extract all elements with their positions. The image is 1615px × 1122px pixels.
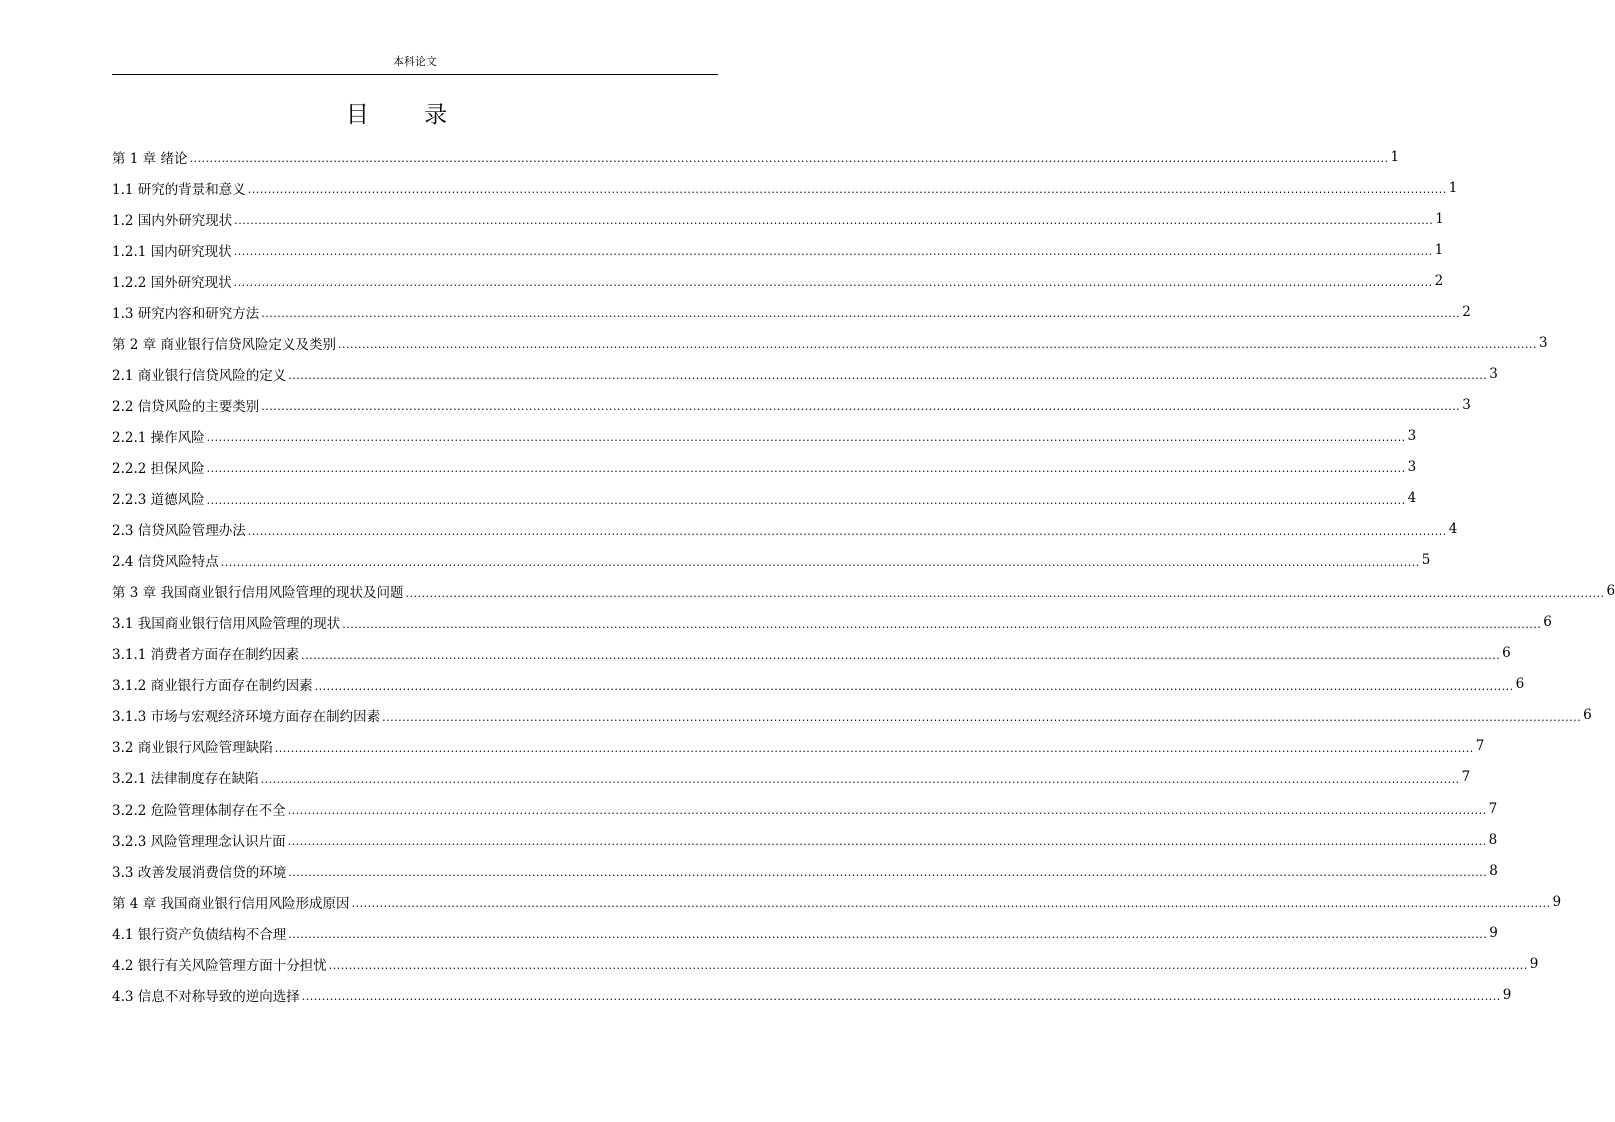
toc-entry[interactable] [112,669,1525,700]
toc-entry[interactable] [112,638,1511,669]
toc-entry-page: 6 [1583,707,1592,724]
toc-entry[interactable] [112,824,1498,855]
toc-entry[interactable] [112,948,1539,979]
toc-entry-label: 2.2 信贷风险的主要类别 [112,398,260,415]
toc-dot-leader: ............................................................................................................................................................................................................................................................................................................ [382,710,1582,724]
toc-entry-page: 6 [1515,676,1525,693]
toc-entry[interactable] [112,607,1552,638]
toc-entry-label: 第 4 章 我国商业银行信用风险形成原因 [112,895,350,912]
toc-entry-label: 2.2.2 担保风险 [112,460,205,477]
toc-entry-label: 3.1.2 商业银行方面存在制约因素 [112,678,313,695]
toc-entry-page: 9 [1529,955,1539,972]
toc-entry[interactable] [112,979,1512,1010]
toc-entry[interactable] [112,545,1431,576]
toc-dot-leader: ............................................................................................................................................................................................................................................................................................................ [260,772,1460,786]
toc-dot-leader: ............................................................................................................................................................................................................................................................................................................ [287,804,1487,817]
toc-entry-label: 3.1.3 市场与宏观经济环境方面存在制约因素 [112,709,381,726]
toc-entry-label: 2.2.1 操作风险 [112,429,205,446]
toc-entry-label: 2.2.3 道德风险 [112,492,205,509]
toc-entry[interactable] [112,203,1444,234]
toc-entry[interactable] [112,793,1498,824]
toc-entry-page: 2 [1434,272,1444,289]
toc-entry-label: 3.2 商业银行风险管理缺陷 [112,740,273,757]
toc-dot-leader: ............................................................................................................................................................................................................................................................................................................ [274,741,1474,755]
toc-dot-leader: ............................................................................................................................................................................................................................................................................................................ [247,524,1447,538]
toc-entry-page: 4 [1448,521,1458,538]
toc-entry[interactable] [112,700,1592,731]
toc-dot-leader: ............................................................................................................................................................................................................................................................................................................ [233,276,1433,290]
toc-entry-page: 9 [1502,986,1512,1003]
toc-dot-leader: ............................................................................................................................................................................................................................................................................................................ [301,990,1501,1004]
toc-entry-label: 2.4 信贷风险特点 [112,554,219,571]
toc-entry[interactable] [112,234,1444,265]
toc-entry[interactable] [112,451,1417,482]
table-of-contents [112,141,1615,1010]
toc-entry-page: 7 [1475,738,1485,755]
toc-dot-leader: ............................................................................................................................................................................................................................................................................................................ [261,307,1461,321]
toc-entry-page: 5 [1421,552,1431,569]
toc-entry-label: 4.2 银行有关风险管理方面十分担忧 [112,957,327,974]
toc-entry-page: 3 [1407,427,1417,444]
toc-entry-label: 3.2.1 法律制度存在缺陷 [112,771,259,788]
toc-entry-page: 1 [1434,241,1444,258]
toc-entry[interactable] [112,514,1458,545]
header-text: 本科论文 [393,55,437,68]
toc-entry-page: 9 [1489,924,1498,941]
toc-dot-leader: ............................................................................................................................................................................................................................................................................................................ [261,400,1461,414]
toc-entry[interactable] [112,762,1471,793]
toc-entry-label: 1.2 国内外研究现状 [112,212,233,229]
toc-dot-leader: ............................................................................................................................................................................................................................................................................................................ [206,493,1406,507]
toc-dot-leader: ............................................................................................................................................................................................................................................................................................................ [206,431,1406,445]
toc-entry[interactable] [112,389,1471,420]
toc-entry-page: 2 [1462,303,1471,320]
toc-dot-leader: ............................................................................................................................................................................................................................................................................................................ [342,617,1542,631]
toc-dot-leader: ............................................................................................................................................................................................................................................................................................................ [220,555,1420,569]
toc-entry[interactable] [112,141,1400,172]
toc-dot-leader: ............................................................................................................................................................................................................................................................................................................ [337,338,1537,352]
toc-entry[interactable] [112,483,1417,514]
toc-entry-page: 1 [1435,210,1444,227]
toc-entry-page: 4 [1407,490,1417,507]
toc-entry-label: 1.2.2 国外研究现状 [112,274,232,291]
toc-dot-leader: ............................................................................................................................................................................................................................................................................................................ [288,866,1488,880]
toc-entry-label: 3.2.2 危险管理体制存在不全 [112,802,286,819]
toc-entry-page: 7 [1488,800,1498,817]
toc-entry-label: 2.3 信贷风险管理办法 [112,523,246,540]
toc-dot-leader: ............................................................................................................................................................................................................................................................................................................ [328,959,1528,973]
toc-dot-leader: ............................................................................................................................................................................................................................................................................................................ [287,835,1487,849]
toc-entry[interactable] [112,576,1615,607]
toc-entry[interactable] [112,265,1444,296]
toc-entry-page: 8 [1488,831,1498,848]
toc-entry-page: 1 [1390,148,1400,165]
toc-entry-label: 4.3 信息不对称导致的逆向选择 [112,988,300,1005]
toc-dot-leader: ............................................................................................................................................................................................................................................................................................................ [189,152,1389,166]
toc-entry-label: 3.1 我国商业银行信用风险管理的现状 [112,616,341,633]
toc-entry-label: 3.2.3 风险管理理念认识片面 [112,833,286,850]
toc-entry-page: 7 [1461,769,1471,786]
toc-dot-leader: ............................................................................................................................................................................................................................................................................................................ [405,586,1605,600]
toc-entry-label: 4.1 银行资产负债结构不合理 [112,926,287,943]
toc-entry[interactable] [112,296,1471,327]
page-header [112,54,718,75]
toc-entry-label: 第 2 章 商业银行信贷风险定义及类别 [112,336,336,353]
toc-dot-leader: ............................................................................................................................................................................................................................................................................................................ [351,897,1551,911]
toc-entry-page: 6 [1606,583,1615,600]
toc-entry-label: 1.1 研究的背景和意义 [112,181,246,198]
toc-entry-label: 第 3 章 我国商业银行信用风险管理的现状及问题 [112,585,404,602]
toc-entry-page: 3 [1489,365,1498,382]
toc-entry-page: 1 [1448,179,1458,196]
toc-entry[interactable] [112,420,1417,451]
toc-dot-leader: ............................................................................................................................................................................................................................................................................................................ [288,928,1488,942]
toc-entry[interactable] [112,172,1458,203]
toc-dot-leader: ............................................................................................................................................................................................................................................................................................................ [206,462,1406,476]
toc-entry-label: 第 1 章 绪论 [112,150,188,167]
toc-entry-label: 1.3 研究内容和研究方法 [112,305,260,322]
toc-dot-leader: ............................................................................................................................................................................................................................................................................................................ [234,214,1434,228]
toc-entry-page: 6 [1502,645,1511,662]
toc-entry[interactable] [112,855,1498,886]
toc-entry[interactable] [112,886,1562,917]
page-title: 目 录 [345,102,472,128]
toc-entry-label: 3.3 改善发展消费信贷的环境 [112,864,287,881]
toc-entry[interactable] [112,731,1485,762]
toc-entry-page: 3 [1462,396,1471,413]
toc-entry-page: 9 [1552,893,1562,910]
toc-entry-page: 3 [1538,334,1548,351]
toc-dot-leader: ............................................................................................................................................................................................................................................................................................................ [314,679,1514,693]
toc-dot-leader: ............................................................................................................................................................................................................................................................................................................ [288,369,1488,383]
toc-entry-label: 3.1.1 消费者方面存在制约因素 [112,647,300,664]
toc-entry[interactable] [112,327,1548,358]
toc-entry-page: 3 [1407,458,1417,475]
toc-entry-page: 8 [1489,862,1498,879]
toc-entry[interactable] [112,358,1498,389]
toc-entry[interactable] [112,917,1498,948]
toc-dot-leader: ............................................................................................................................................................................................................................................................................................................ [301,648,1501,662]
toc-dot-leader: ............................................................................................................................................................................................................................................................................................................ [247,183,1447,197]
toc-entry-page: 6 [1543,614,1552,631]
toc-entry-label: 1.2.1 国内研究现状 [112,243,232,260]
toc-dot-leader: ............................................................................................................................................................................................................................................................................................................ [233,245,1433,259]
toc-entry-label: 2.1 商业银行信贷风险的定义 [112,367,287,384]
